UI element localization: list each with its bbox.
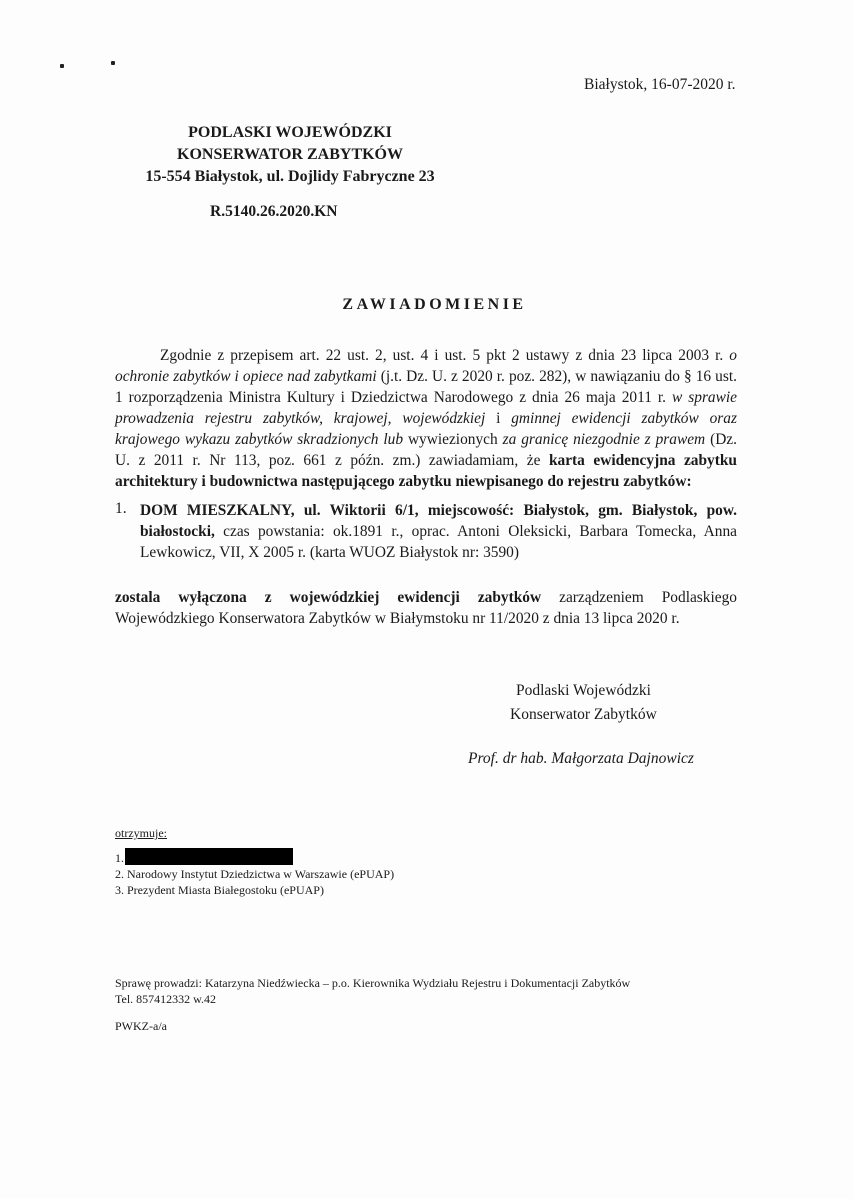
redaction-box <box>125 848 293 865</box>
text: wywiezionych <box>403 431 503 448</box>
signature-title-2: Konserwator Zabytków <box>510 706 657 723</box>
text: o ochronie zabytków i opiece nad zabytkami <box>115 347 737 385</box>
item-number: 1. <box>115 500 127 517</box>
document-code: PWKZ-a/a <box>115 1019 167 1033</box>
text: gminnej ewidencji zabytków oraz krajowego wykazu zabytków skradzionych lub <box>115 410 737 448</box>
reference-number: R.5140.26.2020.KN <box>210 203 338 220</box>
scan-mark <box>60 64 64 68</box>
text: zarządzeniem Podlaskiego Wojewódzkiego Konserwatora Zabytków w Białymstoku nr 11/2020 z dnia 13 lipca 2020 r. <box>115 589 737 627</box>
recipient-3: 3. Prezydent Miasta Białegostoku (ePUAP) <box>115 883 324 897</box>
text: karta ewidencyjna zabytku architektury i budownictwa następującego zabytku niewpisanego do rejestru zabytków: <box>115 452 737 490</box>
recipient-1: 1. <box>115 851 124 865</box>
sender-address: 15-554 Białystok, ul. Dojlidy Fabryczne 23 <box>145 168 435 185</box>
recipient-2: 2. Narodowy Instytut Dziedzictwa w Warszawie (ePUAP) <box>115 867 395 881</box>
document-title: ZAWIADOMIENIE <box>342 296 527 313</box>
monument-item <box>140 500 737 563</box>
text: (j.t. Dz. U. z 2020 r. poz. 282), w nawiązaniu do § 16 ust. 1 rozporządzenia Ministra Kultury i Dziedzictwa Narodowego z dnia 26 maja 2011 r. <box>115 368 737 406</box>
handled-by: Sprawę prowadzi: Katarzyna Niedźwiecka – p.o. Kierownika Wydziału Rejestru i Dokumentacji Zabytków <box>115 976 631 990</box>
scan-mark <box>111 61 115 65</box>
monument-details: czas powstania: ok.1891 r., oprac. Antoni Oleksicki, Barbara Tomecka, Anna Lewkowicz, VII, X 2005 r. (karta WUOZ Białystok nr: 3590) <box>140 523 737 561</box>
text: Zgodnie z przepisem art. 22 ust. 2, ust. 4 i ust. 5 pkt 2 ustawy z dnia 23 lipca 2003 r. <box>160 347 730 364</box>
sender-line-1: PODLASKI WOJEWÓDZKI <box>188 124 392 141</box>
phone: Tel. 857412332 w.42 <box>115 992 217 1006</box>
main-paragraph <box>115 345 737 492</box>
recipients-label: otrzymuje: <box>115 826 167 840</box>
text: za granicę niezgodnie z prawem <box>502 431 706 448</box>
signature-title-1: Podlaski Wojewódzki <box>516 682 651 699</box>
date: Białystok, 16-07-2020 r. <box>584 76 736 93</box>
monument-name: DOM MIESZKALNY, ul. Wiktorii 6/1, miejscowość: Białystok, gm. Białystok, pow. białostocki, <box>140 502 737 540</box>
text: (Dz. U. z 2011 r. Nr 113, poz. 661 z późn. zm.) zawiadamiam, że <box>115 431 737 469</box>
text: zostala wyłączona z wojewódzkiej ewidencji zabytków <box>115 589 542 606</box>
text: w sprawie prowadzenia rejestru zabytków, krajowej, wojewódzkiej <box>115 389 737 427</box>
signatory-name: Prof. dr hab. Małgorzata Dajnowicz <box>468 750 694 767</box>
sender-line-2: KONSERWATOR ZABYTKÓW <box>177 146 403 163</box>
conclusion-paragraph <box>115 587 737 629</box>
text: i <box>485 410 512 427</box>
